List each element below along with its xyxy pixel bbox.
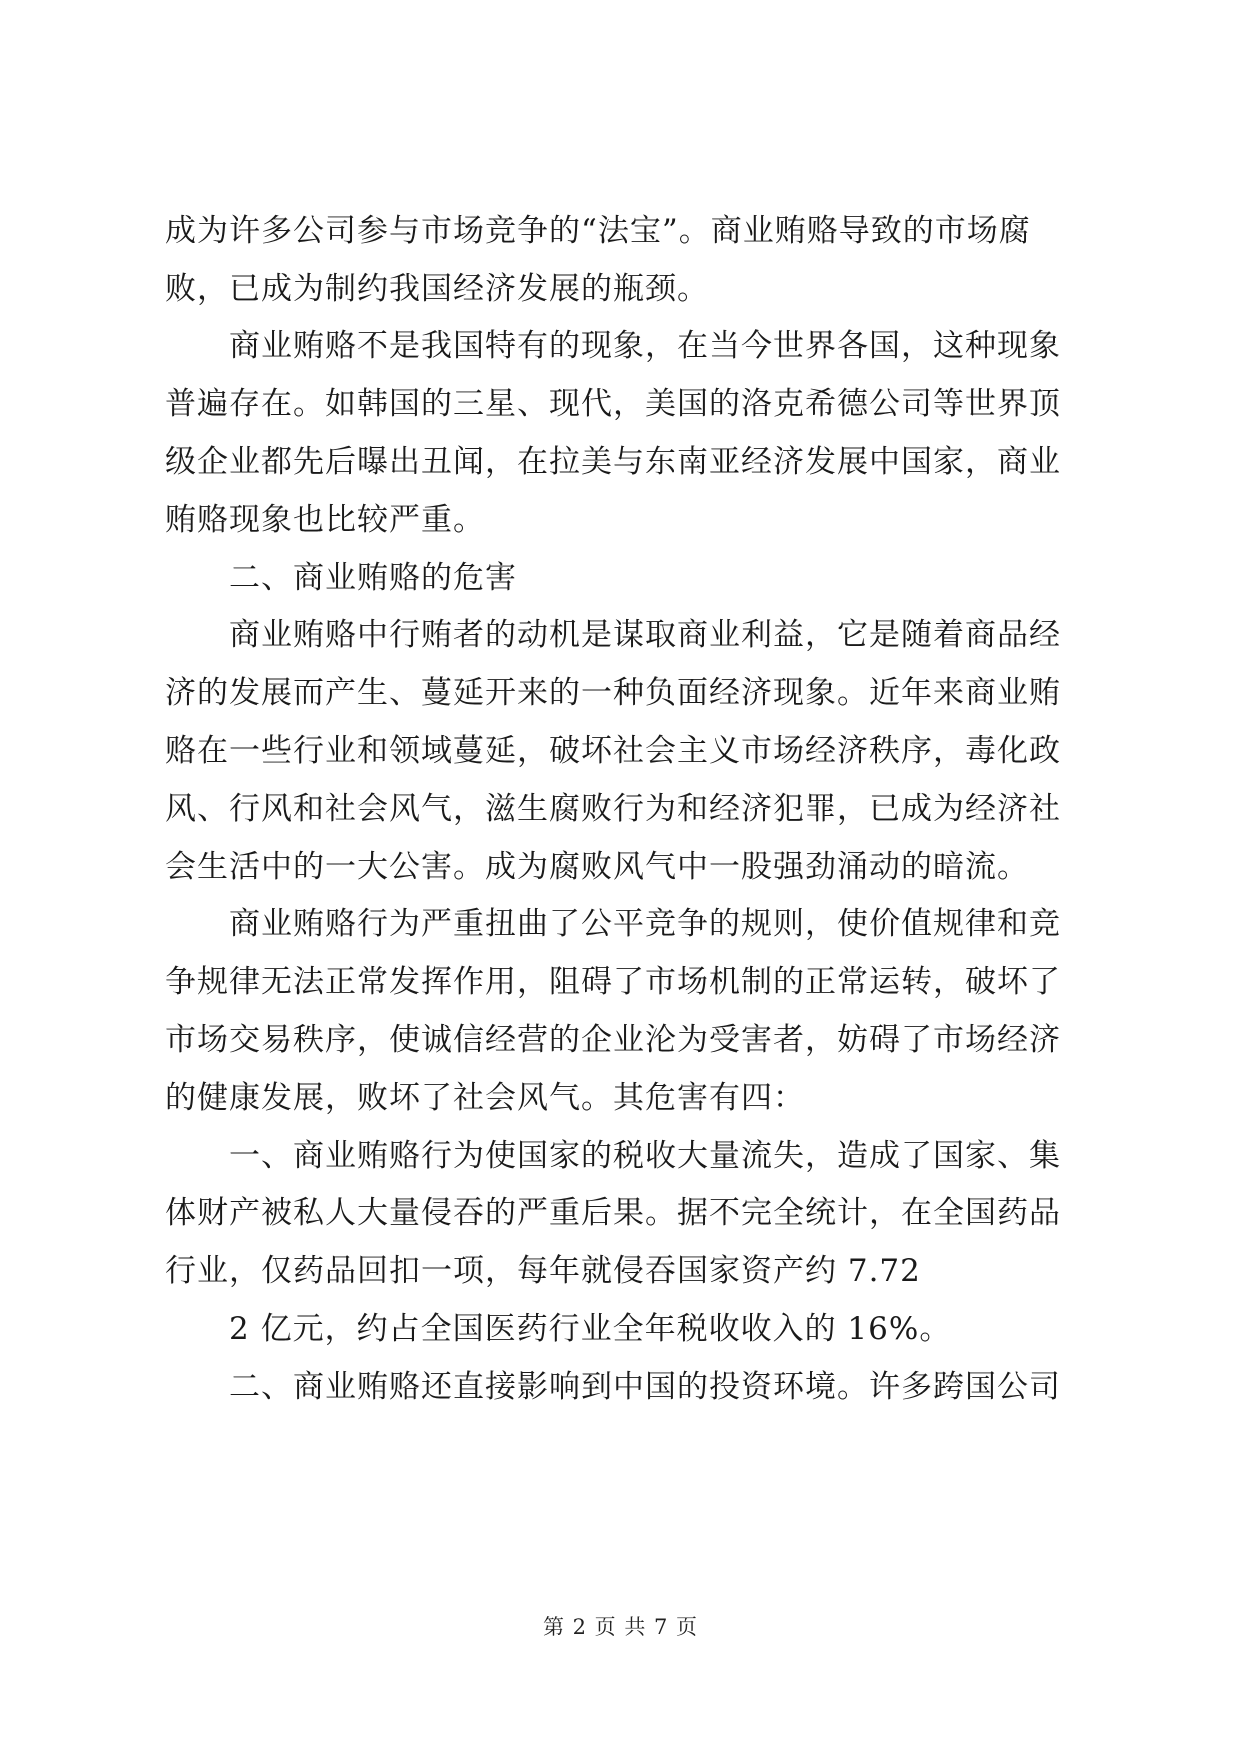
text-line: 体财产被私人大量侵吞的严重后果。据不完全统计，在全国药品 xyxy=(165,1195,1061,1231)
section-heading: 二、商业贿赂的危害 xyxy=(165,560,517,596)
text-line: 一、商业贿赂行为使国家的税收大量流失，造成了国家、集 xyxy=(165,1138,1061,1174)
text-line: 济的发展而产生、蔓延开来的一种负面经济现象。近年来商业贿 xyxy=(165,675,1061,711)
text-line: 赂在一些行业和领域蔓延，破坏社会主义市场经济秩序，毒化政 xyxy=(165,733,1061,769)
text-line: 普遍存在。如韩国的三星、现代，美国的洛克希德公司等世界顶 xyxy=(165,386,1061,422)
text-line: 行业，仅药品回扣一项，每年就侵吞国家资产约 7.72 xyxy=(165,1253,921,1289)
text-line: 的健康发展，败坏了社会风气。其危害有四： xyxy=(165,1080,805,1116)
text-line: 风、行风和社会风气，滋生腐败行为和经济犯罪，已成为经济社 xyxy=(165,791,1061,827)
text-line: 会生活中的一大公害。成为腐败风气中一股强劲涌动的暗流。 xyxy=(165,849,1029,885)
text-line: 级企业都先后曝出丑闻，在拉美与东南亚经济发展中国家，商业 xyxy=(165,444,1061,480)
text-line: 2 亿元，约占全国医药行业全年税收收入的 16%。 xyxy=(165,1311,952,1347)
text-line: 败，已成为制约我国经济发展的瓶颈。 xyxy=(165,271,709,307)
text-line: 贿赂现象也比较严重。 xyxy=(165,502,485,538)
text-line: 市场交易秩序，使诚信经营的企业沦为受害者，妨碍了市场经济 xyxy=(165,1022,1061,1058)
text-line: 争规律无法正常发挥作用，阻碍了市场机制的正常运转，破坏了 xyxy=(165,964,1061,1000)
page-number-footer: 第 2 页 共 7 页 xyxy=(542,1615,699,1639)
text-line: 成为许多公司参与市场竞争的“法宝”。商业贿赂导致的市场腐 xyxy=(165,213,1031,249)
text-line: 商业贿赂中行贿者的动机是谋取商业利益，它是随着商品经 xyxy=(165,617,1061,653)
text-line: 二、商业贿赂还直接影响到中国的投资环境。许多跨国公司 xyxy=(165,1369,1061,1405)
text-line: 商业贿赂行为严重扭曲了公平竞争的规则，使价值规律和竞 xyxy=(165,906,1061,942)
text-line: 商业贿赂不是我国特有的现象，在当今世界各国，这种现象 xyxy=(165,328,1061,364)
